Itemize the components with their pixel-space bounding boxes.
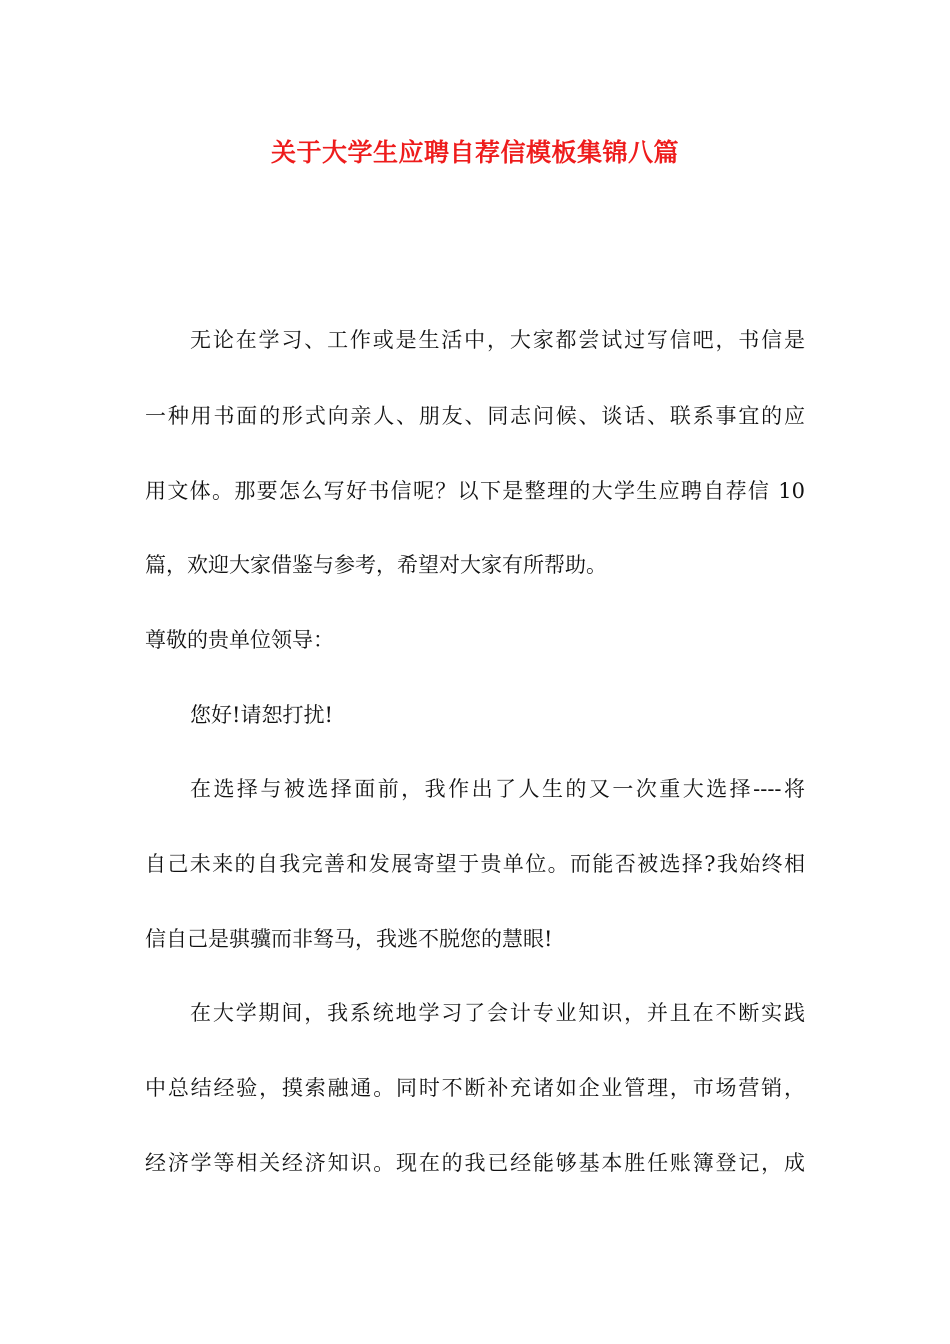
paragraph-line: 一种用书面的形式向亲人、朋友、同志问候、谈话、联系事宜的应 [145, 404, 805, 428]
paragraph-line: 在选择与被选择面前，我作出了人生的又一次重大选择----将 [190, 777, 805, 801]
paragraph-line: 用文体。那要怎么写好书信呢？以下是整理的大学生应聘自荐信 10 [145, 479, 805, 503]
paragraph-line: 中总结经验，摸索融通。同时不断补充诸如企业管理，市场营销， [145, 1076, 805, 1100]
paragraph-line: 经济学等相关经济知识。现在的我已经能够基本胜任账簿登记，成 [145, 1151, 805, 1175]
paragraph-line: 在大学期间，我系统地学习了会计专业知识，并且在不断实践 [190, 1001, 805, 1025]
greeting: 您好!请恕打扰! [190, 703, 333, 727]
paragraph-line: 无论在学习、工作或是生活中，大家都尝试过写信吧，书信是 [190, 328, 805, 352]
paragraph-line: 篇，欢迎大家借鉴与参考，希望对大家有所帮助。 [145, 553, 607, 577]
salutation: 尊敬的贵单位领导： [145, 628, 334, 652]
paragraph-line: 信自己是骐骥而非驽马，我逃不脱您的慧眼! [145, 927, 553, 951]
document-title: 关于大学生应聘自荐信模板集锦八篇 [270, 138, 679, 167]
paragraph-line: 自己未来的自我完善和发展寄望于贵单位。而能否被选择?我始终相 [145, 852, 805, 876]
